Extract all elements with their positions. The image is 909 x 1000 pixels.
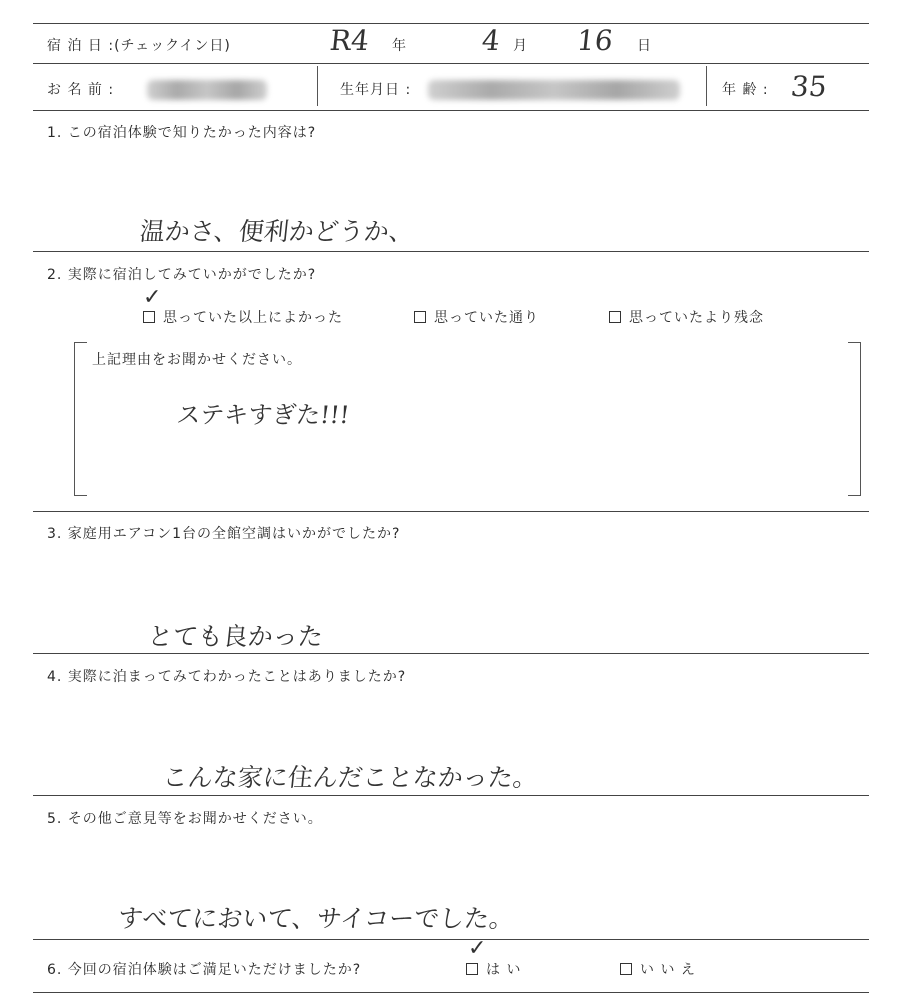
q5-bottom bbox=[33, 939, 869, 940]
option-label: は い bbox=[486, 962, 522, 978]
q2-question: 2. 実際に宿泊してみていかがでしたか? bbox=[47, 267, 317, 283]
year-unit: 年 bbox=[392, 38, 407, 54]
q5-question: 5. その他ご意見等をお聞かせください。 bbox=[47, 811, 323, 827]
month-unit: 月 bbox=[513, 38, 528, 54]
checkbox[interactable] bbox=[414, 311, 426, 323]
checkbox[interactable] bbox=[609, 311, 621, 323]
q1-question: 1. この宿泊体験で知りたかった内容は? bbox=[47, 125, 317, 141]
checkbox[interactable] bbox=[143, 311, 155, 323]
q6-bottom bbox=[33, 992, 869, 993]
q3-question: 3. 家庭用エアコン1台の全館空調はいかがでしたか? bbox=[47, 526, 401, 542]
stay-month-value: 4 bbox=[480, 24, 502, 57]
q2-option-as-expected[interactable] bbox=[414, 307, 539, 327]
q1-answer: 温かさ、便利かどうか、 bbox=[138, 217, 416, 246]
option-label: 思っていた通り bbox=[434, 310, 539, 326]
option-label: い い え bbox=[640, 962, 696, 978]
name-label: お 名 前 : bbox=[47, 82, 115, 98]
check-mark-icon: ✓ bbox=[468, 936, 487, 961]
q5-answer: すべてにおいて、サイコーでした。 bbox=[116, 904, 516, 933]
q6-option-yes[interactable] bbox=[466, 959, 521, 979]
age-label: 年 齢 : bbox=[722, 82, 769, 98]
stay-day-value: 16 bbox=[575, 24, 615, 57]
name-redacted bbox=[147, 80, 267, 100]
birth-age-divider bbox=[706, 66, 707, 106]
reason-box-right-bracket bbox=[848, 342, 861, 496]
option-label: 思っていた以上によかった bbox=[163, 310, 343, 326]
stay-era-value: R4 bbox=[328, 24, 371, 57]
birthdate-label: 生年月日 : bbox=[340, 82, 412, 98]
q2-option-better[interactable] bbox=[143, 307, 343, 327]
reason-label: 上記理由をお聞かせください。 bbox=[92, 352, 302, 368]
age-value: 35 bbox=[789, 70, 829, 103]
q1-bottom bbox=[33, 251, 869, 252]
q2-bottom bbox=[33, 511, 869, 512]
day-unit: 日 bbox=[637, 38, 652, 54]
q4-answer: こんな家に住んだことなかった。 bbox=[161, 763, 540, 792]
top-border bbox=[33, 23, 869, 24]
birthdate-redacted bbox=[428, 80, 680, 100]
q3-answer: とても良かった bbox=[146, 622, 325, 651]
reason-answer: ステキすぎた!!! bbox=[175, 401, 351, 429]
option-label: 思っていたより残念 bbox=[629, 310, 764, 326]
q6-question: 6. 今回の宿泊体験はご満足いただけましたか? bbox=[47, 962, 362, 978]
q3-bottom bbox=[33, 653, 869, 654]
checkbox[interactable] bbox=[466, 963, 478, 975]
reason-box-left-bracket bbox=[74, 342, 87, 496]
header-bottom bbox=[33, 110, 869, 111]
checkbox[interactable] bbox=[620, 963, 632, 975]
q4-question: 4. 実際に泊まってみてわかったことはありましたか? bbox=[47, 669, 407, 685]
check-mark-icon: ✓ bbox=[143, 285, 162, 310]
stay-date-label: 宿 泊 日 :(チェックイン日) bbox=[47, 38, 231, 54]
q4-bottom bbox=[33, 795, 869, 796]
header-divider bbox=[33, 63, 869, 64]
q6-option-no[interactable] bbox=[620, 959, 696, 979]
name-birth-divider bbox=[317, 66, 318, 106]
q2-option-disappointing[interactable] bbox=[609, 307, 764, 327]
